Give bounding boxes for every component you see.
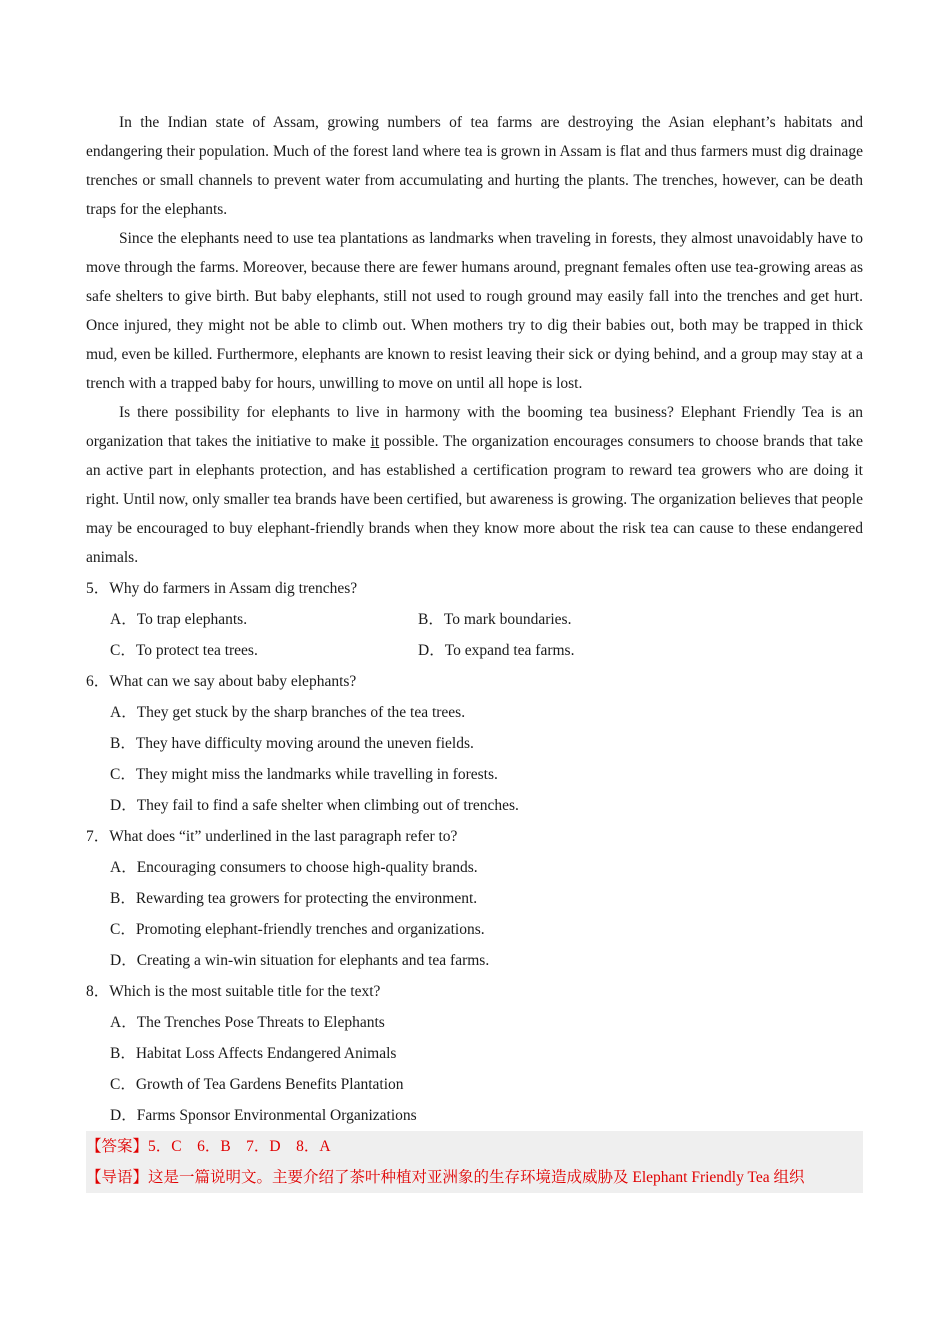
answer-guide: 【导语】这是一篇说明文。主要介绍了茶叶种植对亚洲象的生存环境造成威胁及 Elephant Friendly Tea 组织	[86, 1162, 863, 1193]
paragraph-3-end: possible. The organization encourages consumers to choose brands that take an active part in elephants protection, and has established a certification program to reward tea growers who are doing it right. Until now, only smaller tea brands have been certified, but awareness is growing. The organization believes that people may be encouraged to buy elephant-friendly brands when they know more about the risk tea can cause to these endangered animals.	[86, 433, 864, 566]
question-stem: 5．Why do farmers in Assam dig trenches?	[86, 580, 358, 597]
document-page	[86, 108, 863, 1193]
question-stem: 6．What can we say about baby elephants?	[86, 673, 357, 690]
question-6	[86, 666, 863, 821]
passage-paragraph-3	[86, 398, 863, 572]
option-a: A．Encouraging consumers to choose high-quality brands.	[110, 859, 478, 876]
passage-paragraph-1: In the Indian state of Assam, growing numbers of tea farms are destroying the Asian elephant’s habitats and endangering their population. Much of the forest land where tea is grown in Assam is flat and thus farmers must dig drainage trenches or small channels to prevent water from accumulating and hurting the plants. The trenches, however, can be death traps for the elephants.	[86, 114, 863, 218]
question-5	[86, 573, 863, 666]
option-b: B．To mark boundaries.	[418, 611, 572, 628]
option-b: B．Rewarding tea growers for protecting the environment.	[110, 890, 478, 907]
option-row	[86, 635, 863, 666]
option-c: C．They might miss the landmarks while travelling in forests.	[110, 766, 498, 783]
option-c: C．To protect tea trees.	[110, 642, 258, 659]
underlined-it: it	[370, 433, 380, 450]
question-8	[86, 976, 863, 1131]
option-b: B．They have difficulty moving around the uneven fields.	[110, 735, 474, 752]
option-b: B．Habitat Loss Affects Endangered Animals	[110, 1045, 397, 1062]
option-c: C．Growth of Tea Gardens Benefits Plantation	[110, 1076, 404, 1093]
option-a: A．They get stuck by the sharp branches of the tea trees.	[110, 704, 466, 721]
option-d: D．Farms Sponsor Environmental Organizations	[110, 1107, 417, 1124]
option-c: C．Promoting elephant-friendly trenches and organizations.	[110, 921, 485, 938]
question-7	[86, 821, 863, 976]
option-d: D．They fail to find a safe shelter when climbing out of trenches.	[110, 797, 519, 814]
option-d: D．To expand tea farms.	[418, 642, 575, 659]
option-a: A．To trap elephants.	[110, 611, 248, 628]
question-stem: 7．What does “it” underlined in the last paragraph refer to?	[86, 828, 458, 845]
question-stem: 8．Which is the most suitable title for the text?	[86, 983, 381, 1000]
passage-paragraph-2: Since the elephants need to use tea plantations as landmarks when traveling in forests, they almost unavoidably have to move through the farms. Moreover, because there are fewer humans around, pregnant females often use tea-growing areas as safe shelters to give birth. But baby elephants, still not used to rough ground may easily fall into the trenches and get hurt. Once injured, they might not be able to climb out. When mothers try to dig their babies out, both may be trapped in thick mud, even be killed. Furthermore, elephants are known to resist leaving their sick or dying behind, and a group may stay at a trench with a trapped baby for hours, unwilling to move on until all hope is lost.	[86, 230, 863, 392]
answer-key: 【答案】5．C 6．B 7．D 8．A	[86, 1131, 863, 1162]
option-a: A．The Trenches Pose Threats to Elephants	[110, 1014, 385, 1031]
option-d: D．Creating a win-win situation for elephants and tea farms.	[110, 952, 490, 969]
option-row	[86, 604, 863, 635]
paragraph-3-start: Is there possibility for elephants to live in harmony with the booming tea business? Elephant Friendly Tea is an organization that takes the initiative to make	[86, 404, 863, 450]
